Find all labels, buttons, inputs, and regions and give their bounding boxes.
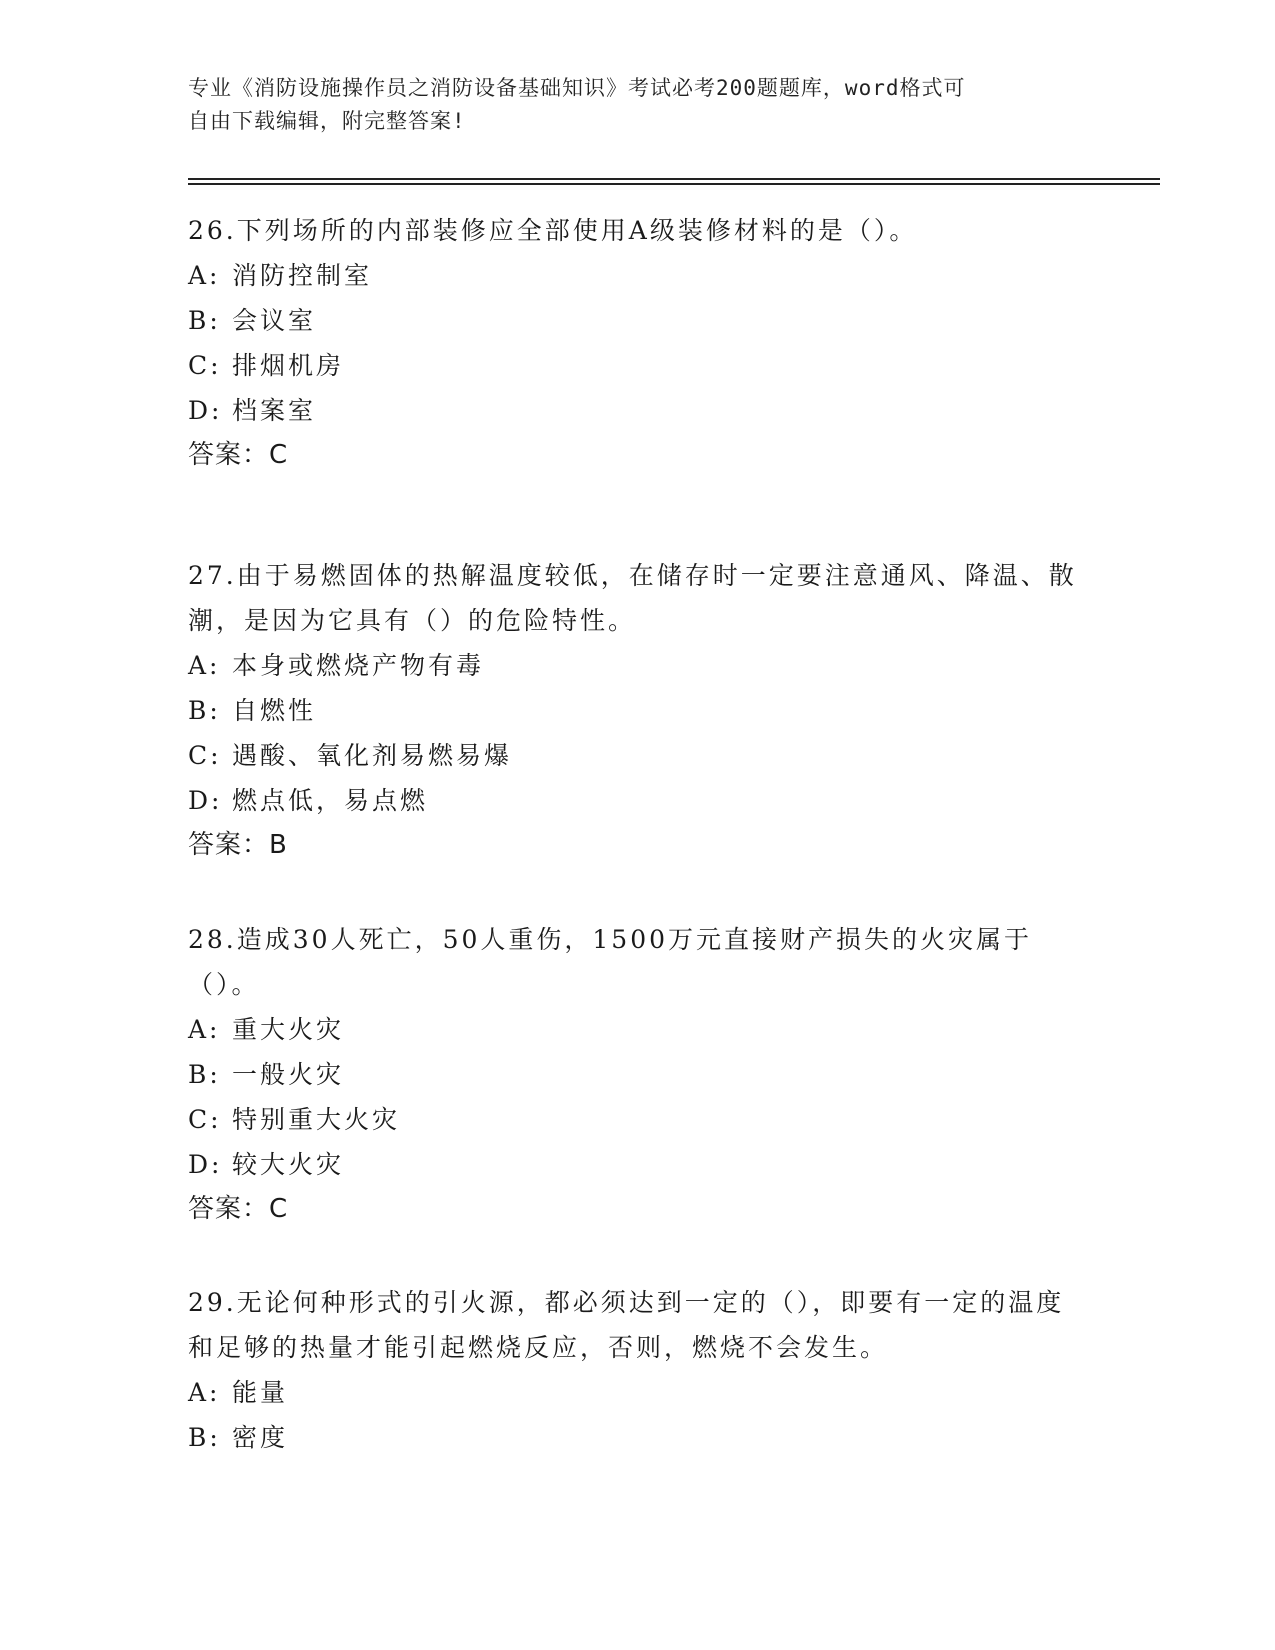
option-letter: D: [188, 1150, 223, 1179]
option-text: 本身或燃烧产物有毒 [232, 651, 485, 680]
option-text: 自燃性 [232, 696, 317, 725]
document-header [188, 72, 1088, 138]
option-text: 消防控制室 [232, 261, 373, 290]
option-d [188, 778, 1088, 823]
option-letter: A: [188, 1015, 221, 1044]
option-c [188, 733, 1088, 778]
option-a [188, 1370, 1088, 1415]
option-text: 燃点低，易点燃 [232, 786, 429, 815]
option-letter: C: [188, 1105, 222, 1134]
option-b [188, 688, 1088, 733]
question-text: 29.无论何种形式的引火源，都必须达到一定的（），即要有一定的温度和足够的热量才能引起燃烧反应，否则，燃烧不会发生。 [188, 1288, 1065, 1362]
option-text: 密度 [232, 1423, 289, 1452]
option-letter: D: [188, 786, 223, 815]
option-letter: C: [188, 741, 222, 770]
option-c [188, 1097, 1088, 1142]
option-text: 档案室 [232, 396, 317, 425]
option-a [188, 253, 1088, 298]
option-c [188, 343, 1088, 388]
option-b [188, 1415, 1088, 1460]
question-text: 26.下列场所的内部装修应全部使用A级装修材料的是（）。 [188, 216, 918, 245]
option-text: 重大火灾 [232, 1015, 345, 1044]
question-27 [188, 553, 1088, 868]
option-d [188, 388, 1088, 433]
option-text: 一般火灾 [232, 1060, 345, 1089]
header-line-2: 自由下载编辑，附完整答案! [188, 109, 466, 133]
option-text: 能量 [232, 1378, 289, 1407]
option-letter: B: [188, 696, 221, 725]
question-text: 28.造成30人死亡，50人重伤，1500万元直接财产损失的火灾属于（）。 [188, 925, 1033, 999]
option-letter: D: [188, 396, 223, 425]
option-letter: A: [188, 1378, 221, 1407]
option-letter: A: [188, 651, 221, 680]
answer-line: 答案：C [188, 440, 289, 470]
option-letter: C: [188, 351, 222, 380]
option-text: 特别重大火灾 [232, 1105, 401, 1134]
answer-line: 答案：B [188, 830, 288, 860]
option-letter: B: [188, 1423, 221, 1452]
option-letter: B: [188, 306, 221, 335]
question-29 [188, 1280, 1088, 1460]
option-letter: A: [188, 261, 221, 290]
question-28 [188, 917, 1088, 1232]
option-b [188, 298, 1088, 343]
option-a [188, 643, 1088, 688]
option-a [188, 1007, 1088, 1052]
question-26 [188, 208, 1088, 478]
option-text: 排烟机房 [232, 351, 345, 380]
option-text: 较大火灾 [232, 1150, 345, 1179]
option-text: 遇酸、氧化剂易燃易爆 [232, 741, 513, 770]
header-divider-top [188, 178, 1160, 180]
option-text: 会议室 [232, 306, 317, 335]
option-b [188, 1052, 1088, 1097]
header-divider-bottom [188, 183, 1160, 185]
header-line-1: 专业《消防设施操作员之消防设备基础知识》考试必考200题题库，word格式可 [188, 76, 966, 100]
answer-line: 答案：C [188, 1194, 289, 1224]
question-text: 27.由于易燃固体的热解温度较低，在储存时一定要注意通风、降温、散潮，是因为它具有（）的危险特性。 [188, 561, 1077, 635]
option-letter: B: [188, 1060, 221, 1089]
option-d [188, 1142, 1088, 1187]
